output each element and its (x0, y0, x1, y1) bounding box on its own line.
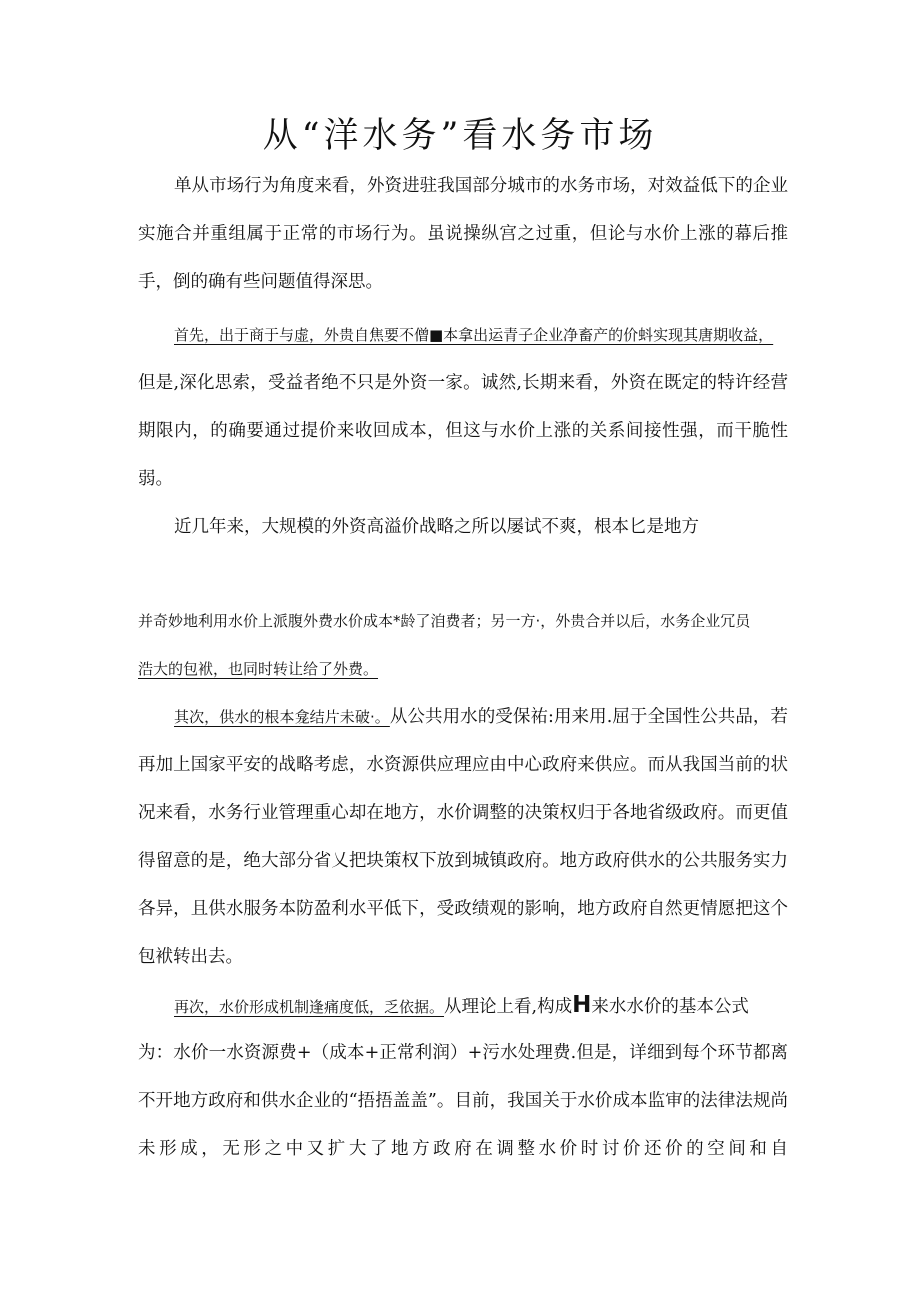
paragraph-4-line-1 (138, 597, 788, 645)
paragraph-6-mid-2: 来水水价的基本公式 (591, 997, 749, 1017)
paragraph-4-line-1-text: 并奇妙地利用水价上派腹外费水价成本*龄了洎费者；另一方·，外贵合并以后，水务企业冗员 (138, 612, 751, 630)
paragraph-6-mid-1: 从理论上看,构成 (444, 997, 573, 1017)
page-title: 从“洋水务”看水务市场 (262, 116, 658, 156)
paragraph-6-body: 为：水价一水资源费+（成本+正常利润）+污水处理费.但是，详细到每个环节都离不开地方政府和供水企业的“捂捂盖盖”。目前，我国关于水价成本监审的法律法规尚未形成，无形之中又扩大了地方政府在调整水价时讨价还价的空间和自 (138, 1043, 788, 1159)
paragraph-6-heading: 再次，水价形成机制逢痛度低，乏依据。 (174, 998, 445, 1016)
paragraph-6-big-h: H (572, 992, 592, 1018)
paragraph-2-heading-line (138, 311, 788, 359)
paragraph-2-body: 但是,深化思索，受益者绝不只是外资一家。诚然,长期来看，外资在既定的特许经营期限内，的确要通过提价来收回成本，但这与水价上涨的关系间接性强，而干脆性弱。 (138, 373, 788, 489)
paragraph-4-line-2 (138, 645, 788, 693)
paragraph-5 (138, 693, 788, 981)
paragraph-5-body: 从公共用水的受保祐:用来用.屈于全国性公共品，若再加上国家平安的战略考虑，水资源供应理应由中心政府来供应。而从我国当前的状况来看，水务行业管理重心却在地方，水价调整的决策权归于各地省级政府。而更值得留意的是，绝大部分省乂把块策权下放到城镇政府。地方政府供水的公共服务实力各异，且供水服务本防盈利水平低下，受政绩观的影响，地方政府自然更情愿把这个包袱转出去。 (138, 707, 788, 967)
paragraph-5-heading: 其次，供水的根本龛结片未破·。 (174, 708, 390, 726)
paragraph-3: 近几年来，大规模的外资高溢价战略之所以屡试不爽，根本匕是地方 (174, 517, 699, 537)
paragraph-6-first-line (138, 981, 788, 1029)
paragraph-2-heading: 首先，出于商于与虚，外贵自焦要不僧■本拿出运青子企业净畜产的价蚪实现其唐期收益， (174, 326, 774, 344)
paragraph-4-line-2-text: 浩大的包袱，也同时转让给了外费。 (138, 660, 379, 678)
paragraph-1: 单从市场行为角度来看，外资进驻我国部分城市的水务市场，对效益低下的企业实施合并重组属于正常的市场行为。虽说操纵宫之过重，但论与水价上涨的幕后推手，倒的确有些问题值得深思。 (138, 176, 788, 292)
